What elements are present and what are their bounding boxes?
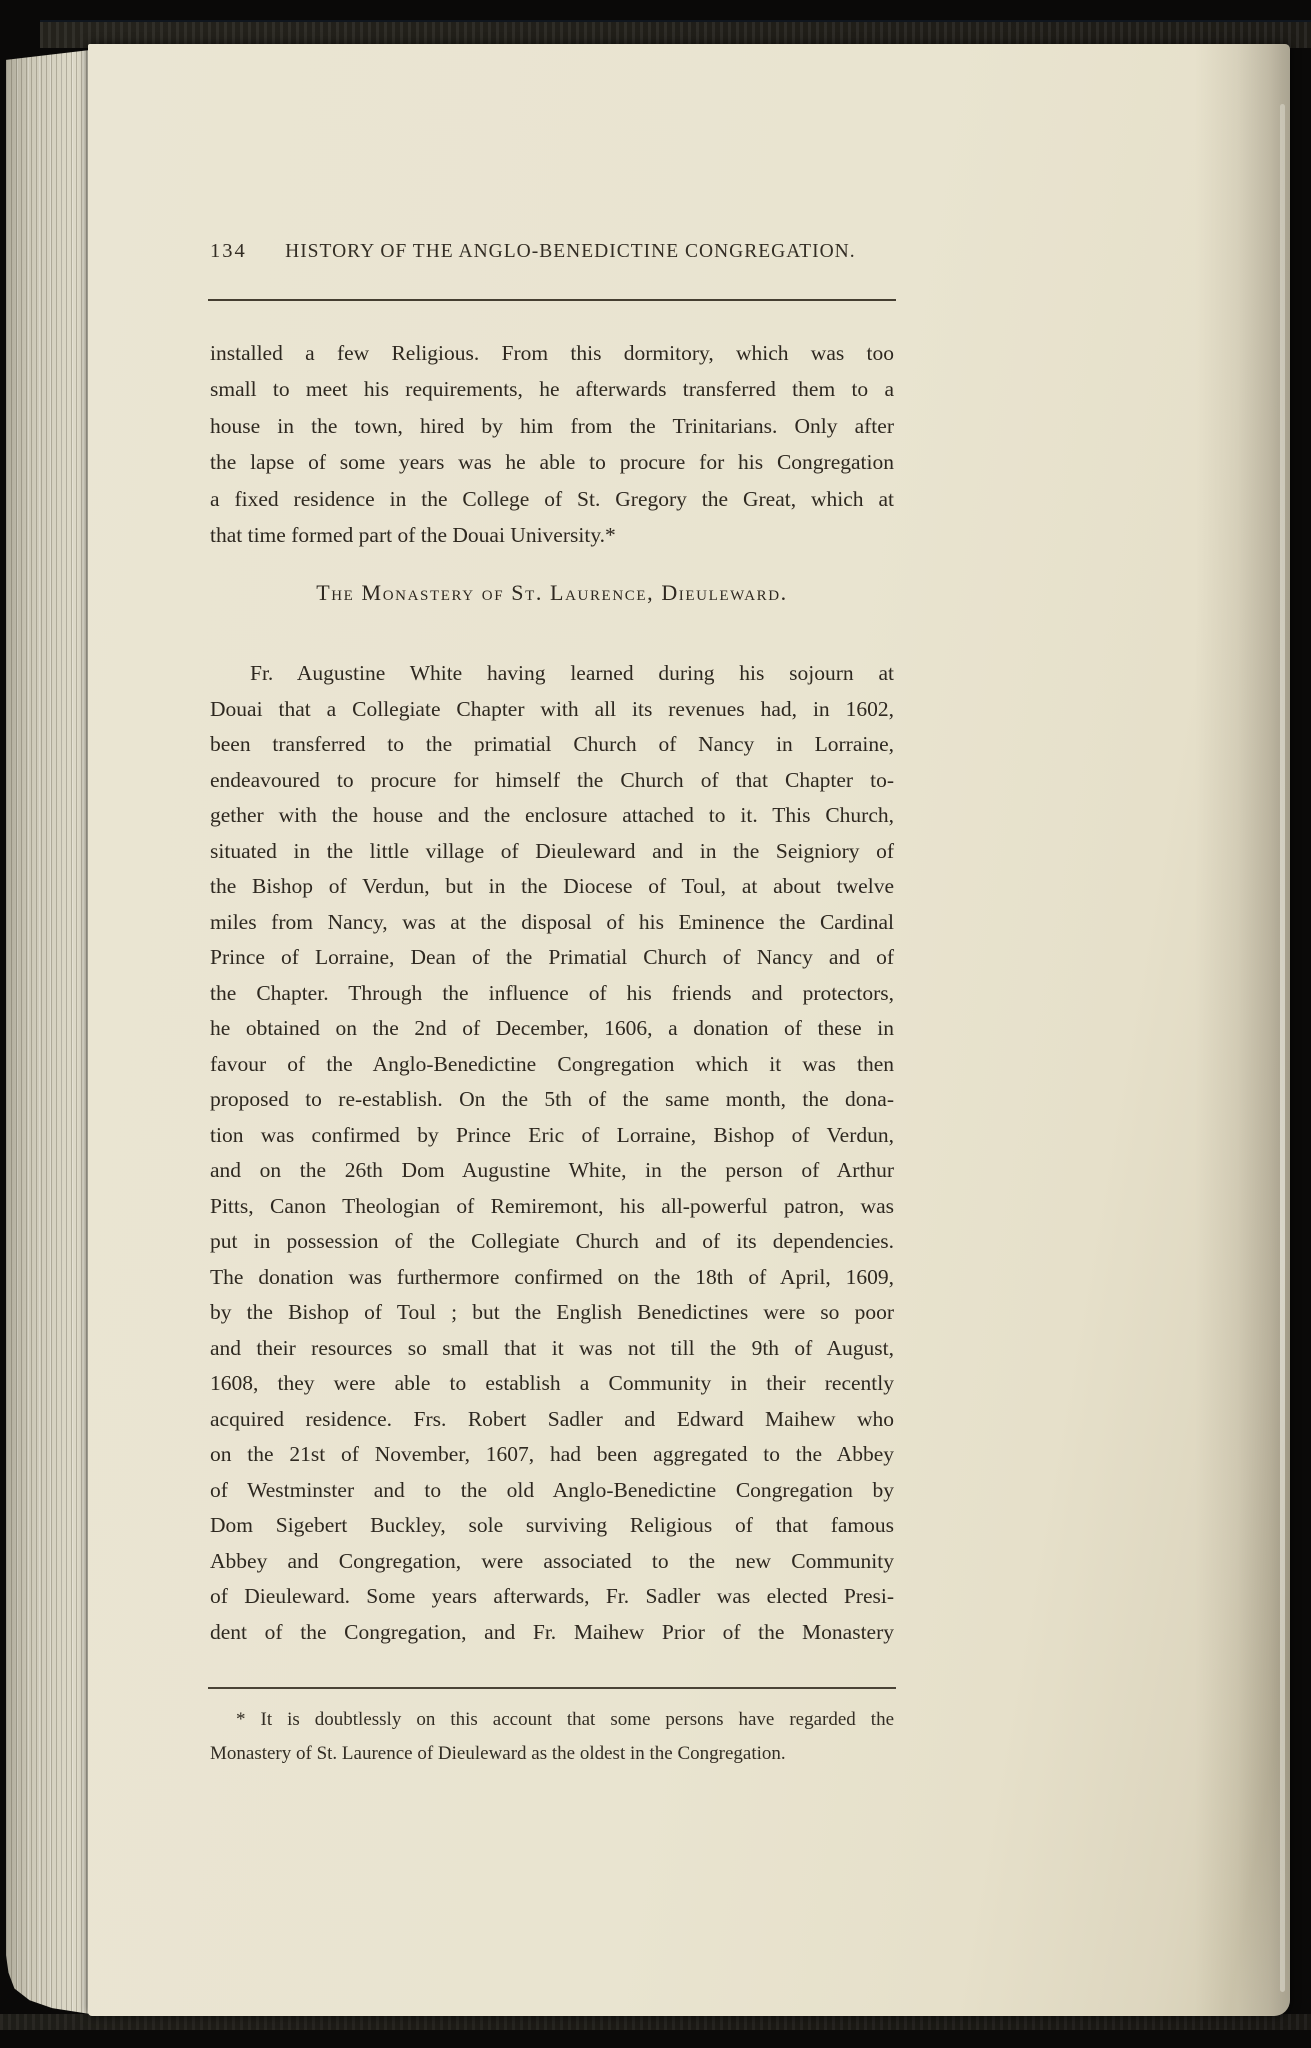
text-line: of Dieuleward. Some years afterwards, Fr. Sadler was elected Presi- [210, 1584, 894, 1608]
text-line: gether with the house and the enclosure attached to it. This Church, [210, 803, 894, 827]
text-line: and their resources so small that it was not till the 9th of August, [210, 1335, 894, 1360]
text-line: on the 21st of November, 1607, had been aggregated to the Abbey [210, 1442, 894, 1466]
text-line: installed a few Religious. From this dormitory, which was too [210, 341, 894, 365]
text-line: and on the 26th Dom Augustine White, in the person of Arthur [210, 1158, 894, 1182]
text-line: he obtained on the 2nd of December, 1606, a donation of these in [210, 1016, 894, 1040]
text-line: Monastery of St. Laurence of Dieuleward as the oldest in the Congregation. [210, 1742, 786, 1764]
paragraph-continuation [210, 335, 894, 553]
text-line: The donation was furthermore confirmed on the 18th of April, 1609, [210, 1264, 894, 1289]
text-line: miles from Nancy, was at the disposal of his Eminence the Cardinal [210, 909, 894, 934]
paragraph-main [210, 656, 894, 1650]
text-line: Fr. Augustine White having learned during his sojourn at [250, 661, 894, 685]
text-line: dent of the Congregation, and Fr. Maihew Prior of the Monastery [210, 1619, 894, 1644]
text-line: put in possession of the Collegiate Church and of its dependencies. [210, 1229, 894, 1253]
text-line: of Westminster and to the old Anglo-Benedictine Congregation by [210, 1477, 894, 1502]
page-number: 134 [210, 240, 247, 262]
footnote-rule [208, 1687, 896, 1689]
text-line: the lapse of some years was he able to procure for his Congregation [210, 450, 894, 475]
section-heading: The Monastery of St. Laurence, Dieuleward. [316, 580, 788, 605]
text-line: that time formed part of the Douai University.* [210, 523, 616, 548]
text-line: situated in the little village of Dieuleward and in the Seigniory of [210, 838, 894, 863]
running-title: HISTORY OF THE ANGLO-BENEDICTINE CONGREGATION. [285, 241, 856, 262]
text-line: tion was confirmed by Prince Eric of Lorraine, Bishop of Verdun, [210, 1122, 894, 1147]
text-line: the Chapter. Through the influence of his friends and protectors, [210, 980, 894, 1005]
book-page [88, 44, 1290, 2016]
text-line: the Bishop of Verdun, but in the Diocese of Toul, at about twelve [210, 874, 894, 898]
text-line: favour of the Anglo-Benedictine Congregation which it was then [210, 1051, 894, 1076]
text-line: endeavoured to procure for himself the Church of that Chapter to- [210, 767, 894, 792]
text-line: 1608, they were able to establish a Community in their recently [210, 1371, 894, 1395]
page-header [210, 240, 894, 263]
text-line: by the Bishop of Toul ; but the English Benedictines were so poor [210, 1300, 894, 1324]
text-line: a fixed residence in the College of St. Gregory the Great, which at [210, 486, 894, 511]
text-line: proposed to re-establish. On the 5th of the same month, the dona- [210, 1087, 894, 1111]
book-cover-edge-bottom [0, 2014, 1311, 2030]
text-line: Douai that a Collegiate Chapter with all its revenues had, in 1602, [210, 696, 894, 721]
text-line: house in the town, hired by him from the Trinitarians. Only after [210, 413, 894, 438]
text-line: * It is doubtlessly on this account that some persons have regarded the [236, 1709, 894, 1730]
text-line: acquired residence. Frs. Robert Sadler and Edward Maihew who [210, 1406, 894, 1431]
page-fold-highlight [1280, 104, 1285, 1992]
text-line: Dom Sigebert Buckley, sole surviving Religious of that famous [210, 1513, 894, 1537]
text-line: small to meet his requirements, he afterwards transferred them to a [210, 377, 894, 402]
text-line: been transferred to the primatial Church of Nancy in Lorraine, [210, 732, 894, 756]
header-rule [208, 299, 896, 301]
footnote [210, 1703, 894, 1770]
page-edge-stack [6, 50, 90, 2014]
page-gutter-shadow [1195, 44, 1290, 2016]
text-line: Pitts, Canon Theologian of Remiremont, his all-powerful patron, was [210, 1193, 894, 1218]
text-line: Prince of Lorraine, Dean of the Primatial Church of Nancy and of [210, 945, 894, 969]
text-line: Abbey and Congregation, were associated to the new Community [210, 1548, 894, 1573]
